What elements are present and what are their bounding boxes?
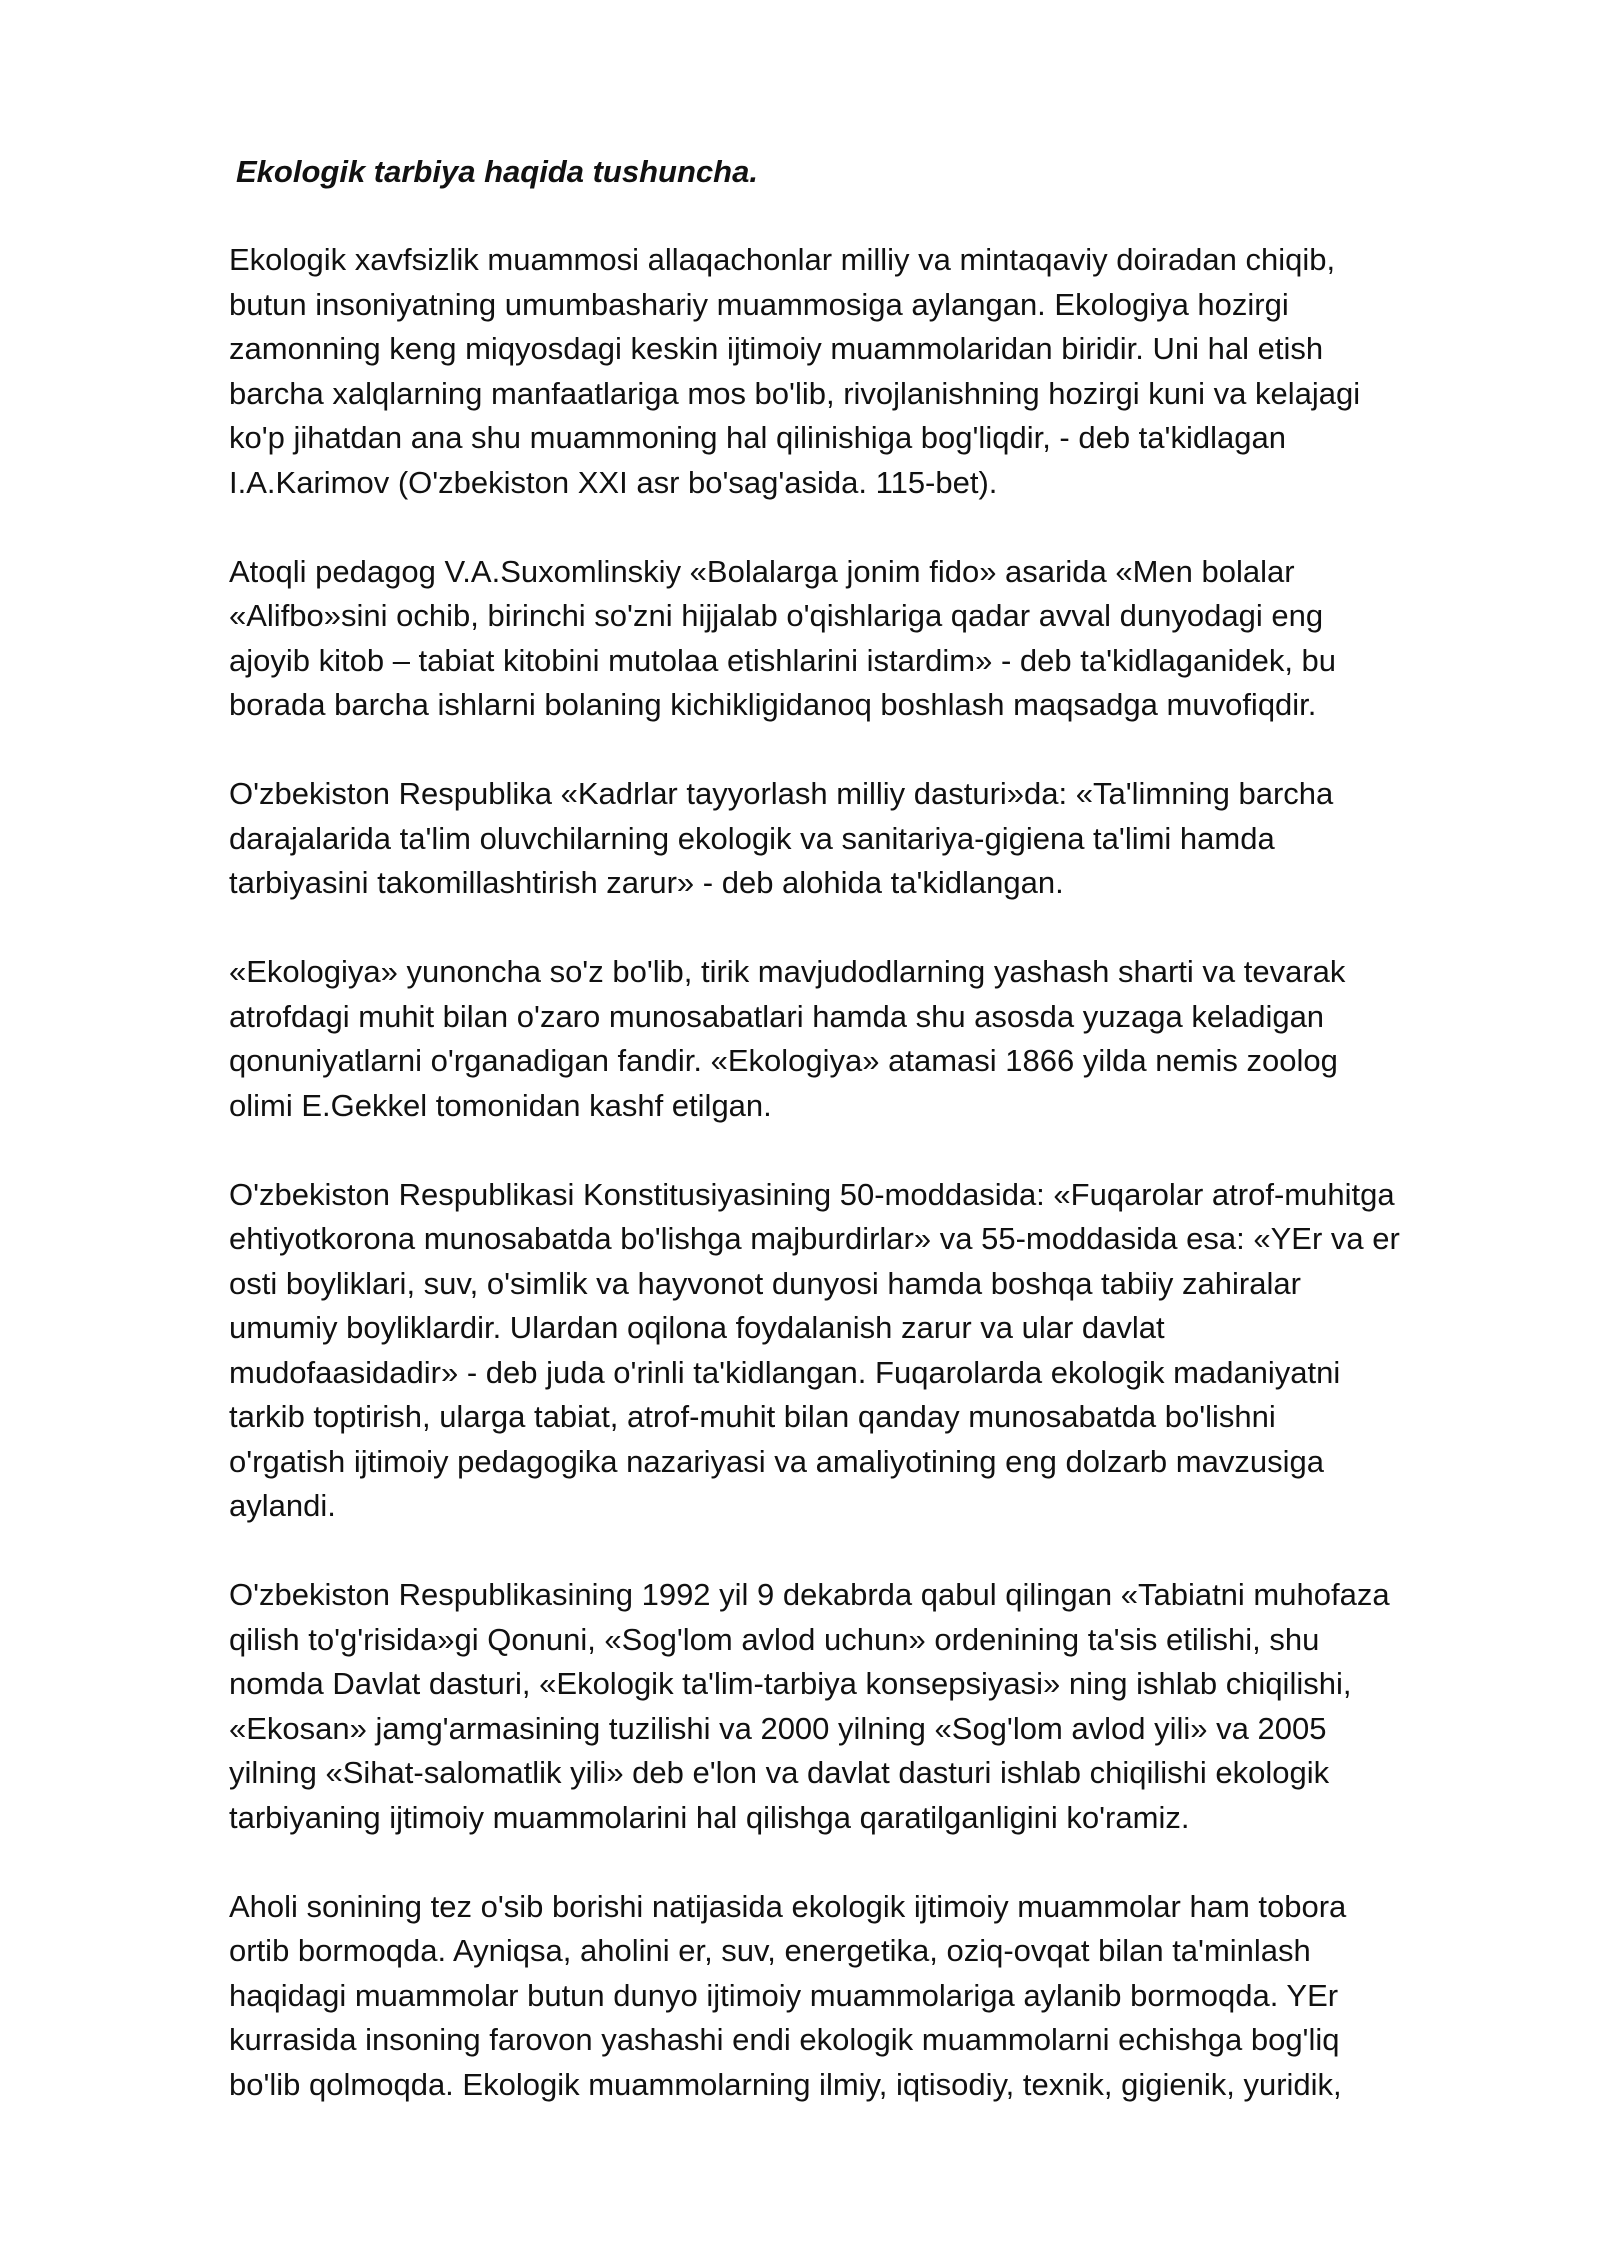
text-line: qonuniyatlarni o'rganadigan fandir. «Ekologiya» atamasi 1866 yilda nemis zoolog <box>229 1043 1338 1078</box>
text-line: «Alifbo»sini ochib, birinchi so'zni hijjalab o'qishlariga qadar avval dunyodagi eng <box>229 598 1324 633</box>
document-title: Ekologik tarbiya haqida tushuncha. <box>236 154 758 189</box>
paragraph <box>229 1573 1529 1840</box>
text-line: butun insoniyatning umumbashariy muammosiga aylangan. Ekologiya hozirgi <box>229 286 1289 322</box>
text-line: ortib bormoqda. Ayniqsa, aholini er, suv, energetika, oziq-ovqat bilan ta'minlash <box>229 1933 1311 1968</box>
paragraph <box>229 772 1529 906</box>
text-line: O'zbekiston Respublika «Kadrlar tayyorlash milliy dasturi»da: «Ta'limning barcha <box>229 776 1334 811</box>
document-body <box>229 150 1529 2152</box>
text-line: qilish to'g'risida»gi Qonuni, «Sog'lom avlod uchun» ordenining ta'sis etilishi, shu <box>229 1621 1320 1657</box>
paragraph <box>229 238 1529 505</box>
paragraph <box>229 950 1529 1128</box>
text-line: ehtiyotkorona munosabatda bo'lishga majburdirlar» va 55-moddasida esa: «YEr va er <box>229 1221 1400 1256</box>
text-line: «Ekologiya» yunoncha so'z bo'lib, tirik mavjudodlarning yashash sharti va tevarak <box>229 954 1346 989</box>
text-line: ajoyib kitob – tabiat kitobini mutolaa etishlarini istardim» - deb ta'kidlaganidek, bu <box>229 642 1337 678</box>
text-line: olimi E.Gekkel tomonidan kashf etilgan. <box>229 1087 772 1123</box>
text-line: kurrasida insoning farovon yashashi endi ekologik muammolarni echishga bog'liq <box>229 2022 1340 2057</box>
text-line: umumiy boyliklardir. Ulardan oqilona foydalanish zarur va ular davlat <box>229 1310 1165 1345</box>
text-line: tarbiyaning ijtimoiy muammolarini hal qilishga qaratilganligini ko'ramiz. <box>229 1799 1190 1835</box>
text-line: bo'lib qolmoqda. Ekologik muammolarning ilmiy, iqtisodiy, texnik, gigienik, yuridik, <box>229 2066 1342 2102</box>
text-line: osti boyliklari, suv, o'simlik va hayvonot dunyosi hamda boshqa tabiiy zahiralar <box>229 1265 1301 1301</box>
text-line: yilning «Sihat-salomatlik yili» deb e'lon va davlat dasturi ishlab chiqilishi ekologik <box>229 1755 1330 1790</box>
text-line: darajalarida ta'lim oluvchilarning ekologik va sanitariya-gigiena ta'limi hamda <box>229 820 1275 856</box>
text-line: ko'p jihatdan ana shu muammoning hal qilinishiga bog'liqdir, - deb ta'kidlagan <box>229 420 1286 455</box>
text-line: o'rgatish ijtimoiy pedagogika nazariyasi va amaliyotining eng dolzarb mavzusiga <box>229 1443 1324 1479</box>
text-line: O'zbekiston Respublikasi Konstitusiyasining 50-moddasida: «Fuqarolar atrof-muhitga <box>229 1176 1395 1212</box>
text-line: borada barcha ishlarni bolaning kichikligidanoq boshlash maqsadga muvofiqdir. <box>229 687 1317 722</box>
paragraph <box>229 1885 1529 2108</box>
paragraph <box>229 550 1529 728</box>
text-line: Ekologik xavfsizlik muammosi allaqachonlar milliy va mintaqaviy doiradan chiqib, <box>229 242 1336 277</box>
text-line: tarkib toptirish, ularga tabiat, atrof-muhit bilan qanday munosabatda bo'lishni <box>229 1399 1276 1434</box>
text-line: zamonning keng miqyosdagi keskin ijtimoiy muammolaridan biridir. Uni hal etish <box>229 331 1324 366</box>
text-line: Aholi sonining tez o'sib borishi natijasida ekologik ijtimoiy muammolar ham tobora <box>229 1888 1347 1924</box>
text-line: atrofdagi muhit bilan o'zaro munosabatlari hamda shu asosda yuzaga keladigan <box>229 998 1325 1034</box>
text-line: mudofaasidadir» - deb juda o'rinli ta'kidlangan. Fuqarolarda ekologik madaniyatni <box>229 1354 1341 1390</box>
text-line: barcha xalqlarning manfaatlariga mos bo'lib, rivojlanishning hozirgi kuni va kelajagi <box>229 375 1361 411</box>
text-line: O'zbekiston Respublikasining 1992 yil 9 dekabrda qabul qilingan «Tabiatni muhofaza <box>229 1577 1390 1612</box>
text-line: nomda Davlat dasturi, «Ekologik ta'lim-tarbiya konsepsiyasi» ning ishlab chiqilishi, <box>229 1666 1352 1701</box>
text-line: I.A.Karimov (O'zbekiston XXI asr bo'sag'asida. 115-bet). <box>229 464 998 500</box>
paragraph <box>229 1173 1529 1529</box>
text-line: tarbiyasini takomillashtirish zarur» - deb alohida ta'kidlangan. <box>229 865 1064 900</box>
text-line: «Ekosan» jamg'armasining tuzilishi va 2000 yilning «Sog'lom avlod yili» va 2005 <box>229 1710 1327 1746</box>
text-line: aylandi. <box>229 1488 336 1523</box>
text-line: Atoqli pedagog V.A.Suxomlinskiy «Bolalarga jonim fido» asarida «Men bolalar <box>229 553 1295 589</box>
text-line: haqidagi muammolar butun dunyo ijtimoiy muammolariga aylanib bormoqda. YEr <box>229 1977 1339 2013</box>
